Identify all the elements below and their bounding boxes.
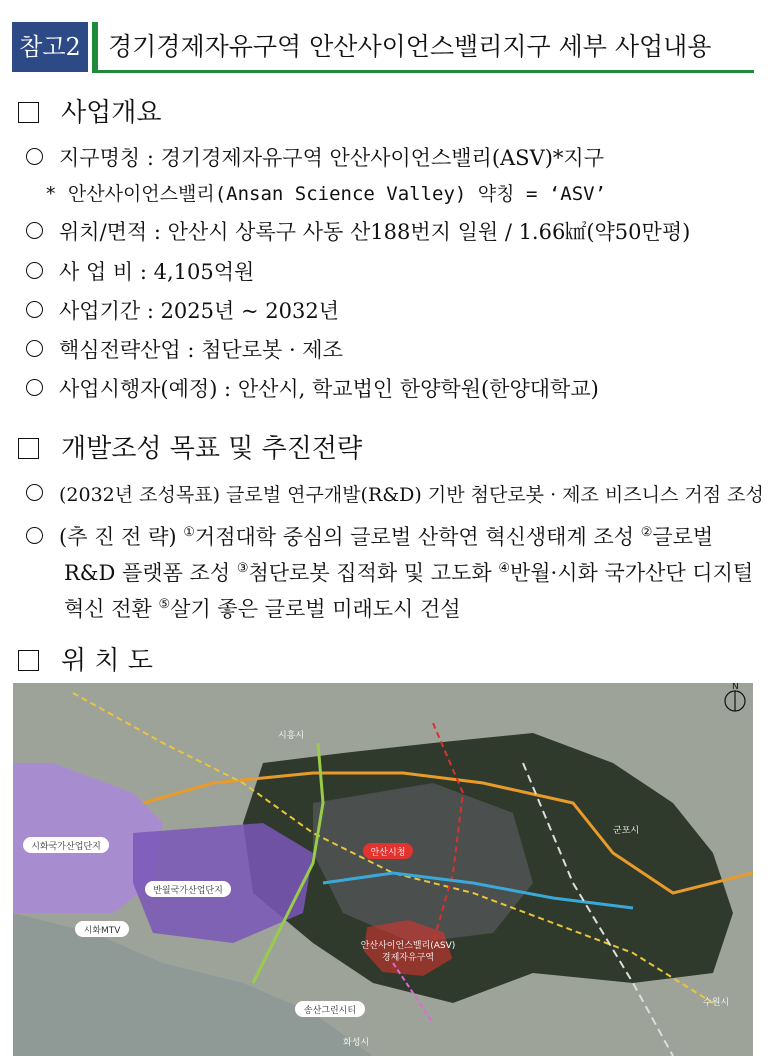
circle-bullet-icon: [26, 484, 43, 501]
circle-bullet-icon: [26, 222, 43, 239]
city-hall-label: 안산시청: [370, 848, 406, 858]
sihwa-complex-label: 시화국가산업단지: [31, 842, 101, 852]
section-location-heading: [18, 640, 153, 677]
circle-bullet-icon: [26, 301, 43, 318]
banner-accent-bar: [92, 22, 98, 72]
district-name-item: 지구명칭 : 경기경제자유구역 안산사이언스밸리(ASV)*지구: [26, 142, 604, 172]
gunpo-label: 군포시: [613, 826, 640, 836]
square-bullet-icon: [18, 102, 39, 123]
strategy-continued-2: 혁신 전환 ⑤살기 좋은 글로벌 미래도시 건설: [64, 597, 461, 621]
period-item: 사업기간 : 2025년 ~ 2032년: [26, 295, 339, 325]
circle-bullet-icon: [26, 340, 43, 357]
siheung-label: 시흥시: [278, 731, 305, 741]
section-goals-heading: [18, 428, 362, 465]
reference-badge: 참고2: [12, 22, 88, 72]
operator-item: 사업시행자(예정) : 안산시, 학교법인 한양학원(한양대학교): [26, 373, 599, 403]
square-bullet-icon: [18, 438, 39, 459]
page-title: 경기경제자유구역 안산사이언스밸리지구 세부 사업내용: [108, 32, 712, 61]
map-svg: [13, 683, 753, 1056]
circle-bullet-icon: [26, 148, 43, 165]
asv-label-line2: 경제자유구역: [381, 953, 435, 963]
goal-item: (2032년 조성목표) 글로벌 연구개발(R&D) 기반 첨단로봇 · 제조 비즈니스 거점 조성: [26, 480, 764, 507]
hwaseong-label: 화성시: [343, 1038, 370, 1048]
square-bullet-icon: [18, 650, 39, 671]
industry-item: 핵심전략산업 : 첨단로봇 · 제조: [26, 334, 343, 364]
circle-bullet-icon: [26, 527, 43, 544]
circle-bullet-icon: [26, 379, 43, 396]
songsan-label: 송산그린시티: [303, 1006, 357, 1016]
title-banner: [12, 22, 754, 74]
banner-underline: [92, 70, 754, 73]
banwol-complex-label: 반월국가산업단지: [153, 886, 223, 896]
circle-bullet-icon: [26, 262, 43, 279]
north-label: N: [732, 683, 739, 692]
strategy-continued-1: R&D 플랫폼 조성 ③첨단로봇 집적화 및 고도화 ④반월·시화 국가산단 디지털: [64, 561, 754, 585]
cost-item: 사 업 비 : 4,105억원: [26, 256, 254, 286]
location-item: 위치/면적 : 안산시 상록구 사동 산188번지 일원 / 1.66㎢(약50만평): [26, 216, 690, 246]
abbreviation-note: * 안산사이언스밸리(Ansan Science Valley) 약칭 = ‘ASV’: [45, 183, 607, 205]
location-map: [13, 683, 753, 1056]
asv-label-line1: 안산사이언스밸리(ASV): [360, 941, 456, 951]
section-title: 사업개요: [61, 98, 162, 128]
section-overview-heading: [18, 92, 161, 129]
suwon-label: 수원시: [703, 998, 730, 1008]
sihwa-mtv-label: 시화MTV: [83, 926, 121, 936]
strategy-item: (추 진 전 략) ①거점대학 중심의 글로벌 산학연 혁신생태계 조성 ②글로벌: [26, 521, 713, 551]
section-title: 위 치 도: [61, 646, 153, 676]
section-title: 개발조성 목표 및 추진전략: [61, 434, 363, 464]
